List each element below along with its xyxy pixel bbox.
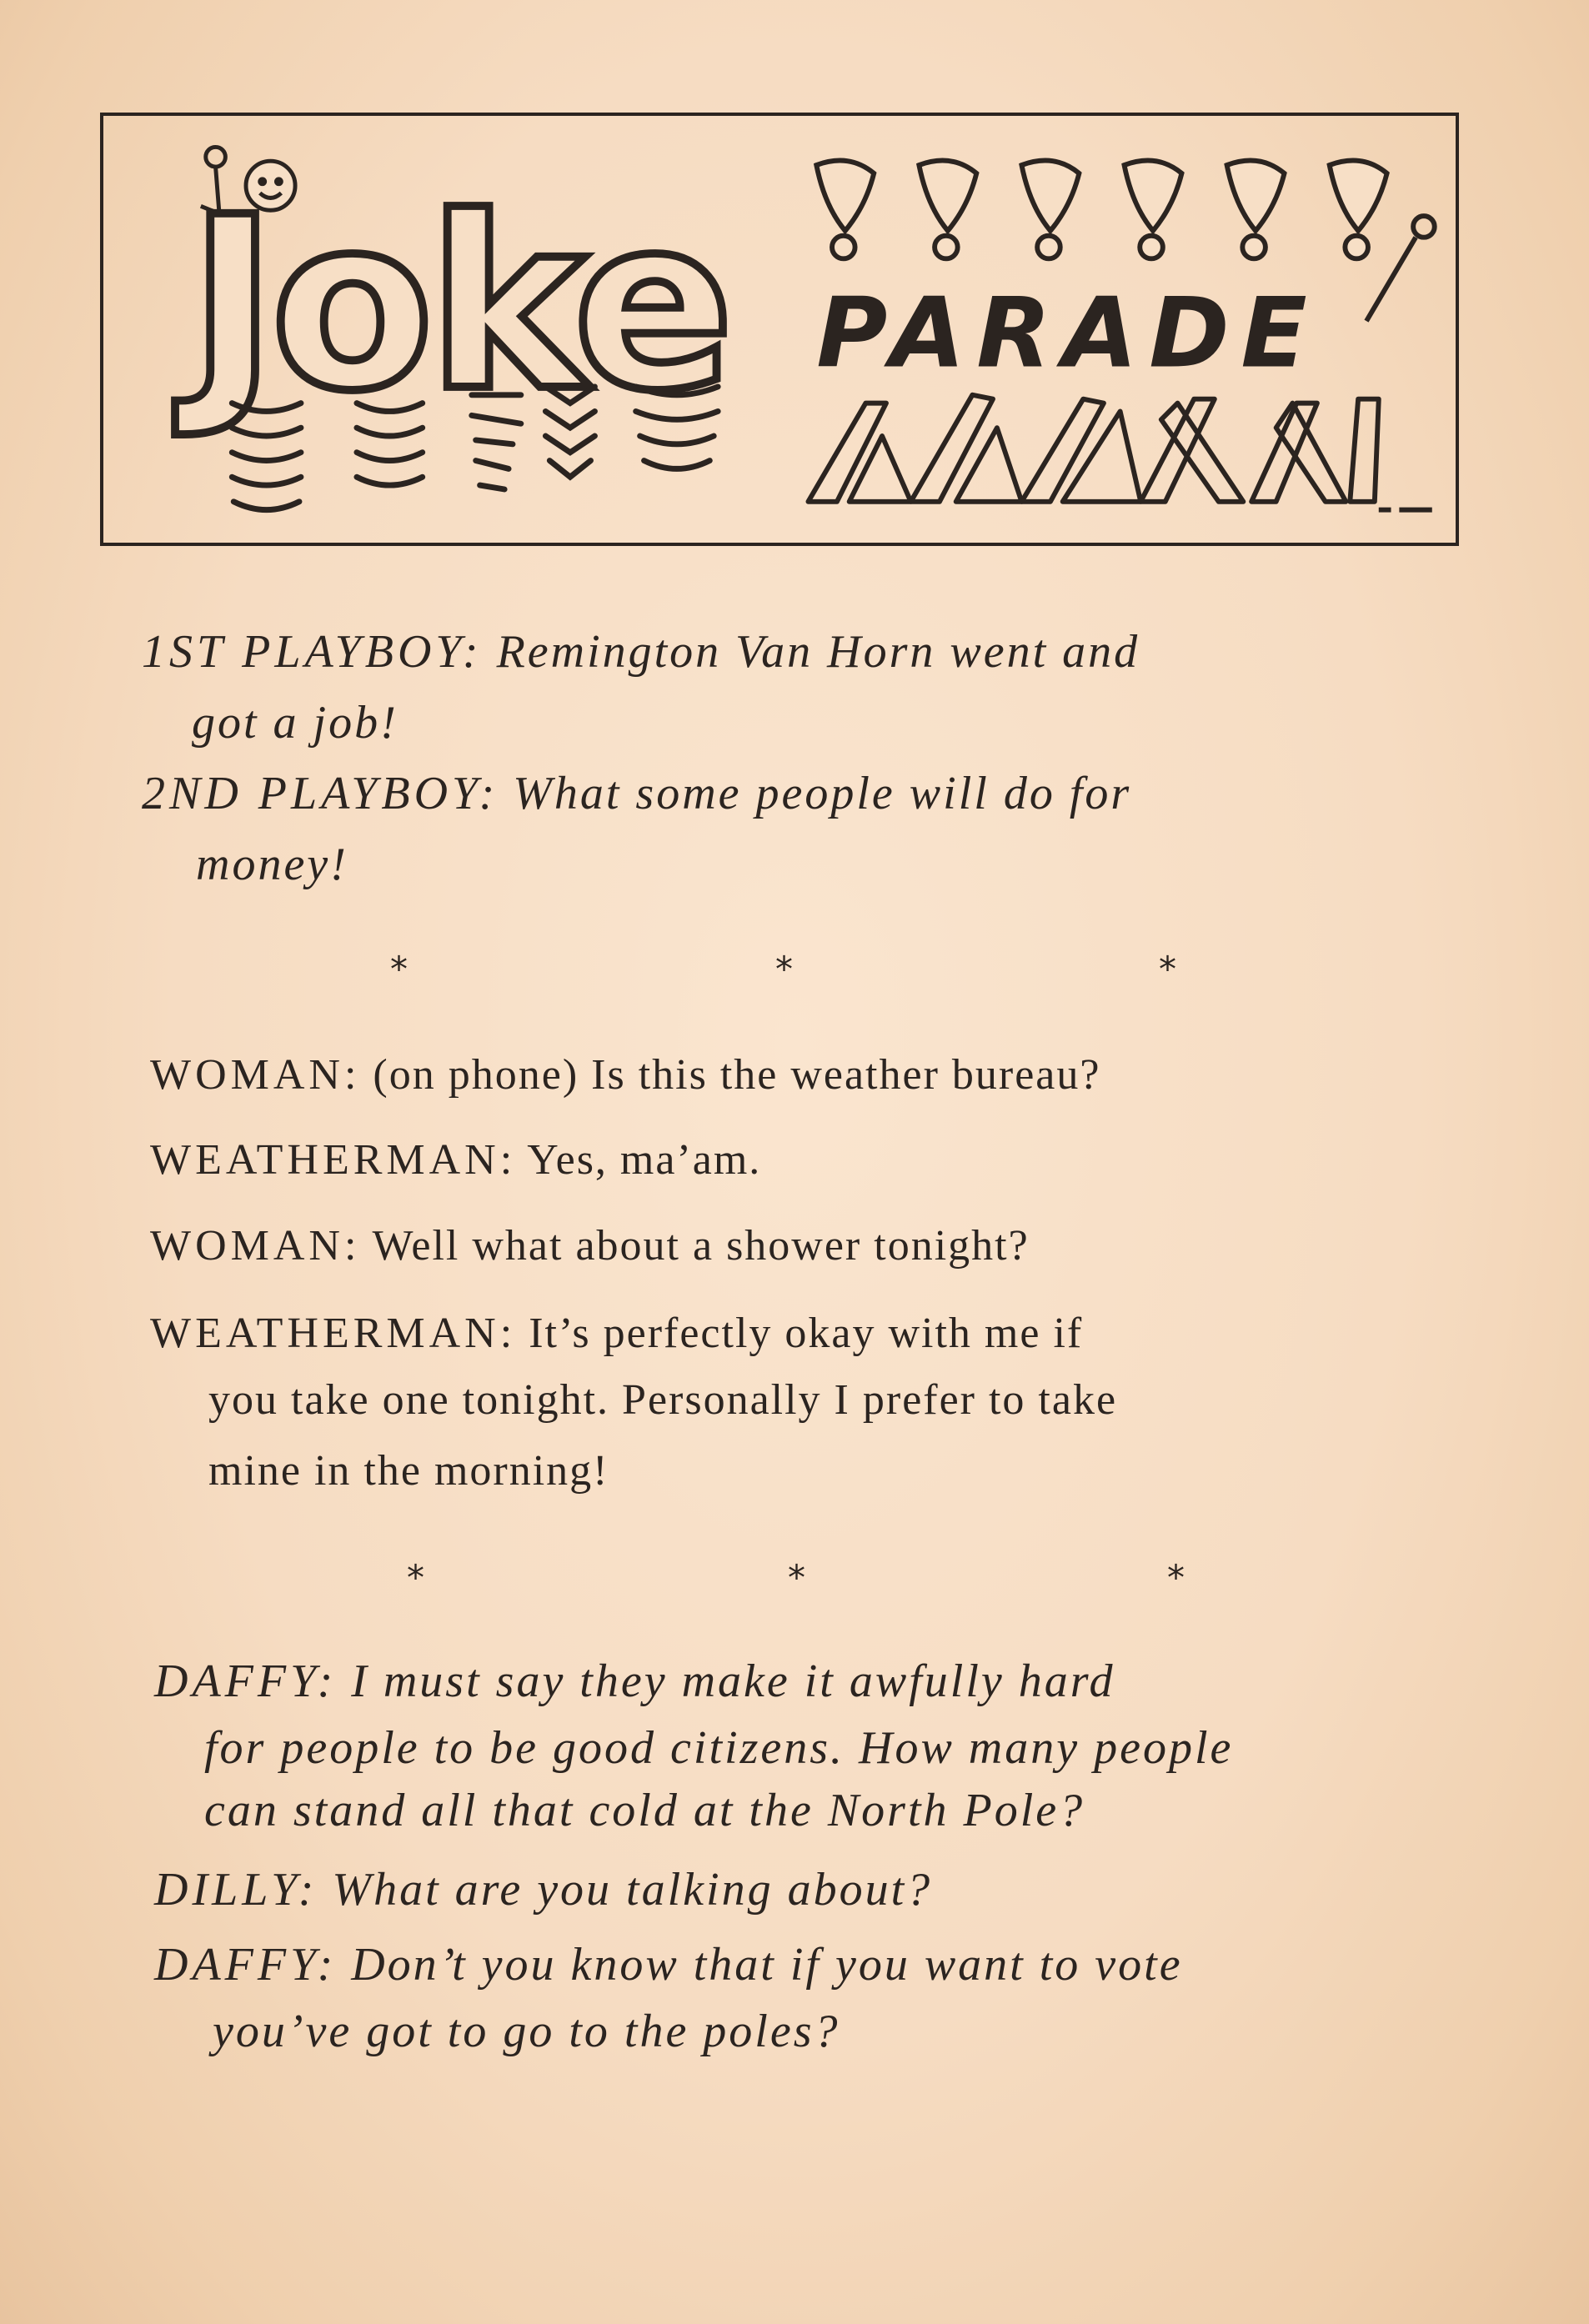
joke3-line2 xyxy=(204,1721,1233,1775)
speaker-label: DAFFY: xyxy=(154,1655,338,1707)
joke1-line2 xyxy=(192,696,399,749)
separator-asterisk: * xyxy=(1159,949,1176,989)
dialogue-text: money! xyxy=(196,839,348,890)
dialogue-text: What some people will do for xyxy=(513,768,1132,819)
dialogue-text: I must say they make it awfully hard xyxy=(351,1655,1115,1707)
speaker-label: 2ND PLAYBOY: xyxy=(142,768,499,819)
joke2-line6 xyxy=(208,1446,609,1495)
dialogue-text: Well what about a shower tonight? xyxy=(372,1222,1030,1270)
joke2-line1 xyxy=(150,1050,1100,1099)
parade-word: PARADE xyxy=(816,277,1319,390)
joke1-line4 xyxy=(196,838,348,891)
joke2-line4 xyxy=(150,1309,1083,1358)
speaker-label: WEATHERMAN: xyxy=(150,1136,517,1184)
speaker-label: WOMAN: xyxy=(150,1051,361,1099)
joke3-line3 xyxy=(204,1784,1085,1837)
dialogue-text: Yes, ma’am. xyxy=(527,1136,762,1184)
dialogue-text: can stand all that cold at the North Pole? xyxy=(204,1785,1085,1836)
separator-asterisk: * xyxy=(1167,1557,1185,1598)
speaker-label: 1ST PLAYBOY: xyxy=(142,626,483,678)
separator-asterisk: * xyxy=(390,949,408,989)
joke1-line1 xyxy=(142,625,1140,679)
separator-asterisk: * xyxy=(775,949,793,989)
dialogue-text: mine in the morning! xyxy=(208,1447,609,1495)
joke3-line5 xyxy=(154,1938,1183,1991)
joke1-line3 xyxy=(142,767,1131,820)
separator-asterisk: * xyxy=(788,1557,805,1598)
dialogue-text: for people to be good citizens. How many people xyxy=(204,1722,1234,1774)
joke2-line2 xyxy=(150,1135,761,1185)
dialogue-text: (on phone) Is this the weather bureau? xyxy=(373,1051,1101,1099)
joke3-line6 xyxy=(213,2005,840,2058)
dialogue-text: Remington Van Horn went and xyxy=(496,626,1140,678)
speaker-label: WOMAN: xyxy=(150,1222,361,1270)
dialogue-text: you take one tonight. Personally I prefer to take xyxy=(208,1376,1118,1424)
joke3-line1 xyxy=(154,1655,1115,1708)
speaker-label: WEATHERMAN: xyxy=(150,1310,517,1357)
speaker-label: DILLY: xyxy=(154,1864,318,1916)
joke2-line5 xyxy=(208,1375,1117,1425)
dialogue-text: got a job! xyxy=(192,697,399,749)
joke3-line4 xyxy=(154,1863,932,1916)
separator-asterisk: * xyxy=(407,1557,424,1598)
dialogue-text: you’ve got to go to the poles? xyxy=(213,2006,840,2057)
dialogue-text: It’s perfectly okay with me if xyxy=(529,1310,1084,1357)
speaker-label: DAFFY: xyxy=(154,1939,338,1991)
dialogue-text: Don’t you know that if you want to vote xyxy=(351,1939,1183,1991)
joke-title-word: Joke xyxy=(188,166,728,443)
dialogue-text: What are you talking about? xyxy=(332,1864,933,1916)
joke2-line3 xyxy=(150,1221,1030,1270)
